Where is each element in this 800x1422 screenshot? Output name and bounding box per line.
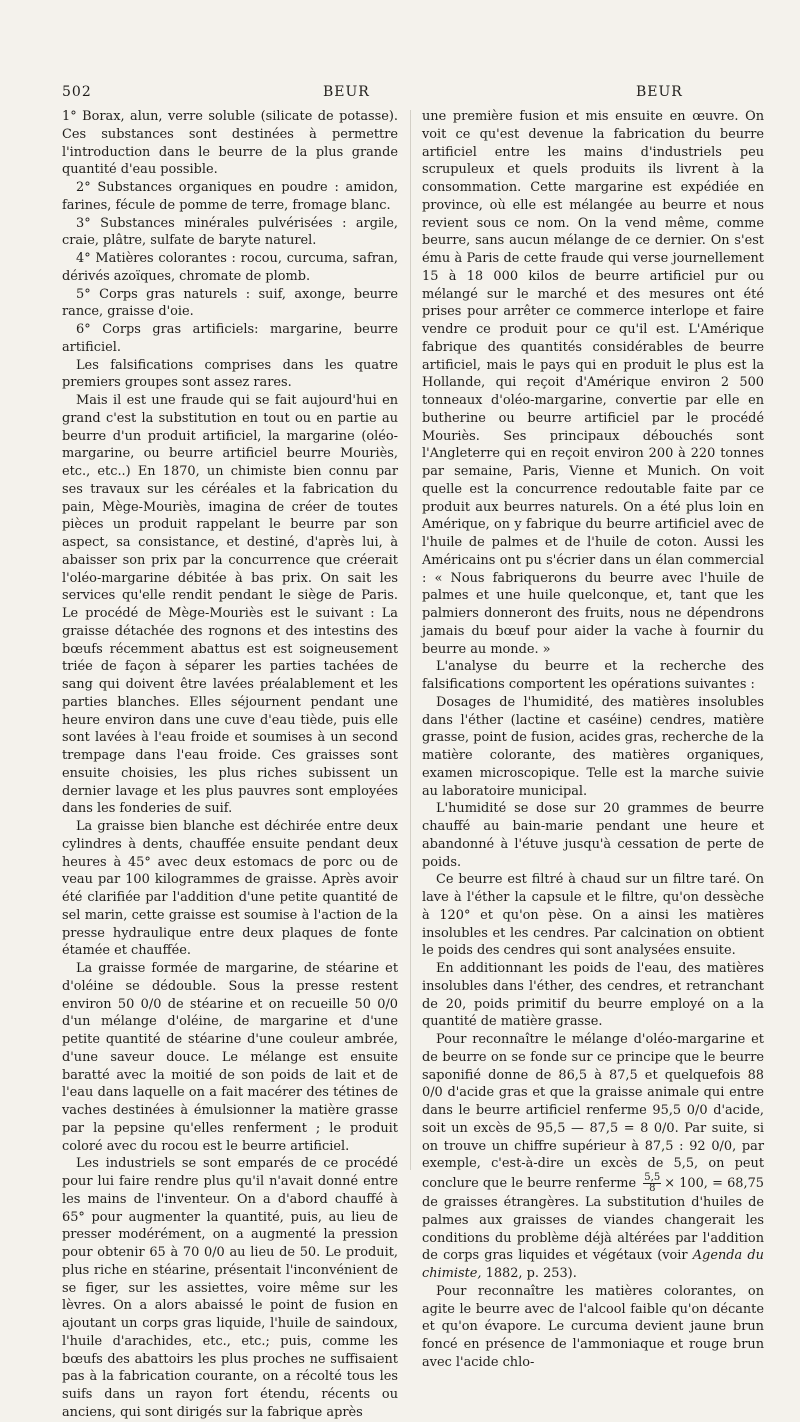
- paragraph: En additionnant les poids de l'eau, des matières insolubles dans l'éther, des cendres, et retranchant de 20, poids primitif du beurre employé on a la quantité de matière grasse.: [422, 961, 764, 1030]
- paragraph: Mais il est une fraude qui se fait aujourd'hui en grand c'est la substitution en tout ou en partie au beurre d'un produit artificiel, la margarine (oléo-margarine, ou beurre artificiel beurre Mouriès, etc., etc..) En 1870, un chimiste bien connu par ses travaux sur les céréales et la fabrication du pain, Mège-Mouriès, imagina de créer de toutes pièces un produit rappelant le beurre par son aspect, sa consistance, et destiné, d'après lui, à abaisser son prix par la concurrence que créerait l'oléo-margarine débitée à bas prix. On sait les services qu'elle rendit pendant le siège de Paris. Le procédé de Mège-Mouriès est le suivant : La graisse détachée des rognons et des intestins des bœufs récemment abattus est est soigneusement triée de façon à séparer les parties tachées de sang qui doivent être lavées préalablement et les parties blanches. Elles séjournent pendant une heure environ dans une cuve d'eau tiède, puis elle sont lavées à l'eau froide et soumises à un second trempage dans l'eau froide. Ces graisses sont ensuite choisies, les plus riches subissent un dernier lavage et les plus pauvres sont employées dans les fonderies de suif.: [62, 393, 398, 817]
- paragraph: Ce beurre est filtré à chaud sur un filtre taré. On lave à l'éther la capsule et le filtre, qu'on dessèche à 120° et qu'on pèse. On a ainsi les matières insolubles et les cendres. Par calcination on obtient le poids des cendres qui sont analysées ensuite.: [422, 872, 764, 959]
- column-divider: [410, 110, 411, 1170]
- paragraph: 3° Substances minérales pulvérisées : argile, craie, plâtre, sulfate de baryte naturel.: [62, 215, 398, 249]
- paragraph: 1° Borax, alun, verre soluble (silicate de potasse). Ces substances sont destinées à permettre l'introduction dans le beurre de la plus grande quantité d'eau possible.: [62, 109, 398, 178]
- page-header: [62, 84, 756, 104]
- paragraph: Dosages de l'humidité, des matières insolubles dans l'éther (lactine et caséine) cendres, matière grasse, point de fusion, acides gras, recherche de la matière colorante, des matières organiques, examen microscopique. Telle est la marche suivie au laboratoire municipal.: [422, 694, 764, 799]
- paragraph: 6° Corps gras artificiels: margarine, beurre artificiel.: [62, 322, 398, 355]
- paragraph: Les falsifications comprises dans les quatre premiers groupes sont assez rares.: [62, 357, 398, 391]
- fraction: [643, 1173, 661, 1194]
- paragraph-with-formula: [422, 1031, 764, 1283]
- running-head-right: BEUR: [636, 84, 683, 100]
- fraction-numerator: 5,5: [644, 1172, 661, 1183]
- right-column: [422, 108, 764, 1372]
- fraction-denominator: 8: [649, 1183, 656, 1194]
- formula-text-before: Pour reconnaître le mélange d'oléo-margarine et de beurre on se fonde sur ce principe que le beurre saponifié donne de 86,5 à 87,5 et quelquefois 88 0/0 d'acide gras et que la graisse animale qui entre dans le beurre artificiel renferme 95,5 0/0 d'acide, soit un excès de 95,5 — 87,5 = 8 0/0. Par suite, si on trouve un chiffre supérieur à 87,5 : 92 0/0, par exemple, c'est-à-dire un excès de 5,5, on peut conclure que le beurre renferme: [422, 1032, 764, 1191]
- page-number: 502: [62, 84, 92, 100]
- paragraph: une première fusion et mis ensuite en œuvre. On voit ce qu'est devenue la fabrication du beurre artificiel entre les mains d'industriels peu scrupuleux et quels produits ils livrent à la consommation. Cette margarine est expédiée en province, où elle est mélangée au beurre et nous revient sous ce nom. On la vend même, comme beurre, sans aucun mélange de ce dernier. On s'est ému à Paris de cette fraude qui verse journellement 15 à 18 000 kilos de beurre artificiel pur ou mélangé sur le marché et des mesures ont été prises pour arrêter ce commerce interlope et faire vendre ce produit pour ce qu'il est. L'Amérique fabrique des quantités considérables de beurre artificiel, mais le pays qui en produit le plus est la Hollande, qui reçoit d'Amérique environ 2 500 tonneaux d'oléo-margarine, convertie par elle en butherine ou beurre artificiel par le procédé Mouriès. Ses principaux débouchés sont l'Angleterre qui en reçoit environ 200 à 220 tonnes par semaine, Paris, Vienne et Munich. On voit quelle est la concurrence redoutable faite par ce produit aux beurres naturels. On a été plus loin en Amérique, on y fabrique du beurre artificiel avec de l'huile de palmes et de l'huile de coton. Aussi les Américains ont pu s'écrier dans un élan commercial : « Nous fabriquerons du beurre avec l'huile de palmes et une huile quelconque, et, tant que les palmiers donneront des fruits, nous ne dépendrons jamais du bœuf pour aider la vache à fournir du beurre au monde. »: [422, 109, 764, 657]
- paragraph: Les industriels se sont emparés de ce procédé pour lui faire rendre plus qu'il n'avait donné entre les mains de l'inventeur. On a d'abord chauffé à 65° pour augmenter la quantité, puis, au lieu de presser modérément, on a augmenté la pression pour obtenir 65 à 70 0/0 au lieu de 50. Le produit, plus riche en stéarine, présentait l'inconvénient de se figer, sur les assiettes, voire même sur les lèvres. On a alors abaissé le point de fusion en ajoutant un corps gras liquide, l'huile de saindoux, l'huile d'arachides, etc., etc.; puis, comme les bœufs des abattoirs les plus proches ne suffisaient pas à la fabrication courante, on a récolté tous les suifs dans un rayon fort étendu, récents ou anciens, qui sont dirigés sur la fabrique après: [62, 1156, 398, 1420]
- formula-text-after: × 100, = 68,75 de graisses étrangères. La substitution d'huiles de palmes aux graisses de viandes changerait les conditions du problème déjà altérées par l'addition de corps gras liquides et végétaux (voir: [422, 1176, 765, 1264]
- cited-work: Agenda du chimiste,: [422, 1248, 764, 1281]
- paragraph: La graisse bien blanche est déchirée entre deux cylindres à dents, chauffée ensuite pendant deux heures à 45° avec deux estomacs de porc ou de veau par 100 kilogrammes de graisse. Après avoir été clarifiée par l'addition d'une petite quantité de sel marin, cette graisse est soumise à l'action de la presse hydraulique entre deux plaques de fonte étamée et chauffée.: [62, 819, 398, 959]
- citation-details: 1882, p. 253).: [485, 1266, 577, 1281]
- paragraph: L'humidité se dose sur 20 grammes de beurre chauffé au bain-marie pendant une heure et abandonné à l'étuve jusqu'à cessation de perte de poids.: [422, 801, 764, 870]
- paragraph: L'analyse du beurre et la recherche des falsifications comportent les opérations suivantes :: [422, 659, 764, 692]
- paragraph: 4° Matières colorantes : rocou, curcuma, safran, dérivés azoïques, chromate de plomb.: [62, 251, 398, 284]
- running-head-left: BEUR: [323, 84, 370, 100]
- paragraph: Pour reconnaître les matières colorantes, on agite le beurre avec de l'alcool faible qu'on décante et qu'on évapore. Le curcuma devient jaune brun foncé en présence de l'ammoniaque et rouge brun avec l'acide chlo-: [422, 1283, 764, 1370]
- left-column: [62, 108, 398, 1422]
- paragraph: 5° Corps gras naturels : suif, axonge, beurre rance, graisse d'oie.: [62, 286, 398, 320]
- paragraph: La graisse formée de margarine, de stéarine et d'oléine se dédouble. Sous la presse restent environ 50 0/0 de stéarine et on recueille 50 0/0 d'un mélange d'oléine, de margarine et d'une petite quantité de stéarine d'une couleur ambrée, d'une saveur douce. Le mélange est ensuite baratté avec la moitié de son poids de lait et de l'eau dans laquelle on a fait macérer des tétines de vaches destinées à émulsionner la matière grasse par la pepsine qu'elles renferment ; le produit coloré avec du rocou est le beurre artificiel.: [62, 961, 398, 1154]
- paragraph: 2° Substances organiques en poudre : amidon, farines, fécule de pomme de terre, fromage blanc.: [62, 180, 398, 213]
